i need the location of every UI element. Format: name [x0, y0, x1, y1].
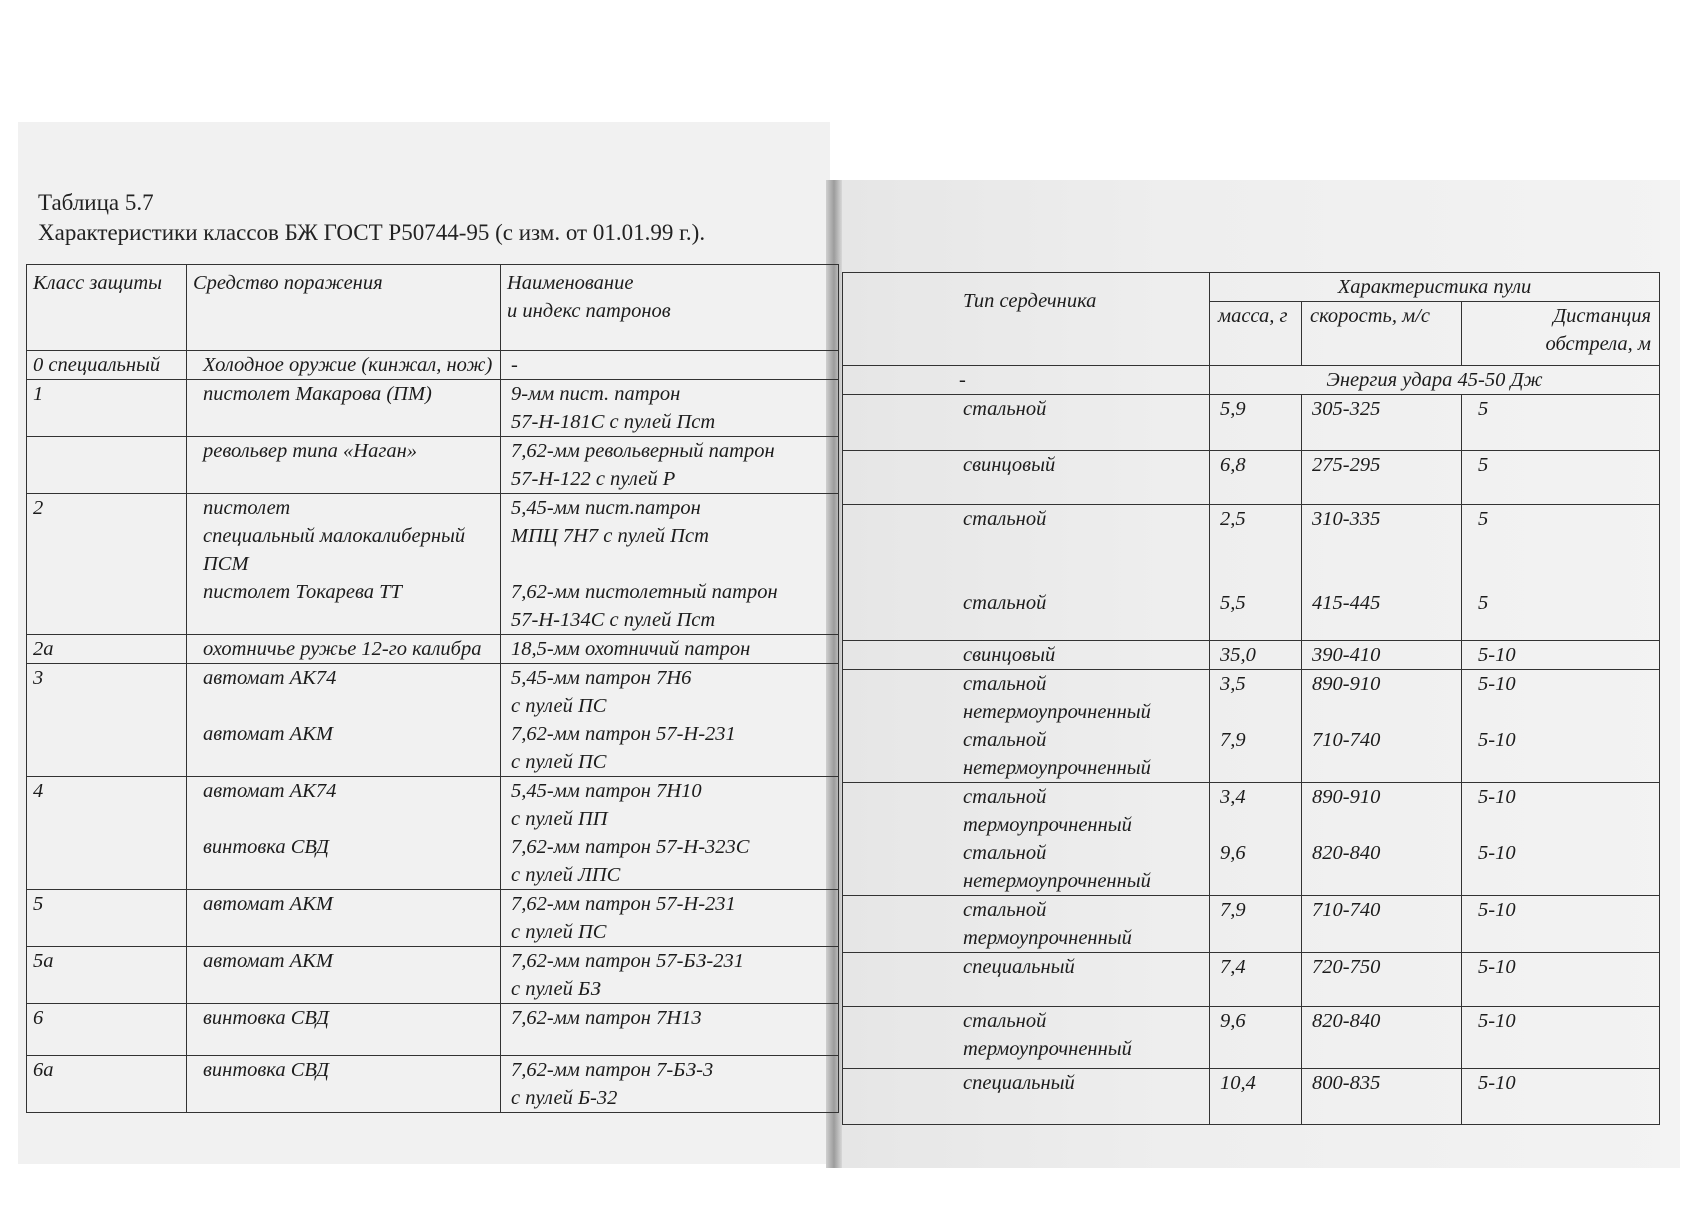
- speed-cell: [1302, 1007, 1462, 1069]
- speed-cell: [1302, 953, 1462, 1007]
- cell-line: нетермоупрочненный: [963, 757, 1151, 779]
- protection-class-table: [26, 264, 839, 1113]
- cell-line: [1220, 561, 1293, 589]
- distance-cell: [1462, 395, 1660, 451]
- cell-line: 710-740: [1312, 729, 1381, 751]
- cell-line: 3,4: [1220, 786, 1246, 808]
- cell-line: 820-840: [1312, 842, 1381, 864]
- class-cell: 2: [27, 494, 187, 635]
- cell-line: [1220, 533, 1293, 561]
- speed-cell: [1302, 896, 1462, 953]
- cell-line: стальной: [963, 673, 1047, 695]
- header-class: Класс защиты: [27, 265, 187, 351]
- core-type-cell: [843, 896, 1210, 953]
- speed-cell: [1302, 641, 1462, 670]
- distance-cell: [1462, 1007, 1660, 1069]
- cell-line: 5-10: [1478, 1010, 1516, 1032]
- distance-cell: [1462, 783, 1660, 896]
- distance-cell: [1462, 641, 1660, 670]
- cell-line: винтовка СВД: [203, 1059, 329, 1081]
- group-header-row: [843, 273, 1660, 302]
- cell-line: 820-840: [1312, 1010, 1381, 1032]
- cartridge-cell: [501, 890, 839, 947]
- cell-line: пистолет Токарева ТТ: [203, 581, 402, 603]
- cell-line: 6,8: [1220, 454, 1246, 476]
- core-type-cell: [843, 505, 1210, 641]
- mass-cell: [1210, 1007, 1302, 1069]
- core-type-cell: [843, 1069, 1210, 1125]
- class-cell: 4: [27, 777, 187, 890]
- table-row: [27, 947, 839, 1004]
- energy-value: Энергия удара 45-50 Дж: [1210, 366, 1660, 395]
- cell-line: 5: [1478, 592, 1489, 614]
- cell-line: пистолет: [203, 497, 291, 519]
- cell-line: 5,45-мм патрон 7Н10: [511, 780, 702, 802]
- weapon-cell: [187, 380, 501, 437]
- cell-line: 5,45-мм пист.патрон: [511, 497, 701, 519]
- mass-cell: [1210, 1069, 1302, 1125]
- cell-line: термоупрочненный: [963, 814, 1132, 836]
- mass-cell: [1210, 505, 1302, 641]
- header-bullet-characteristics: Характеристика пули: [1210, 273, 1660, 302]
- cell-line: [1312, 533, 1453, 561]
- cell-line: с пулей Б-32: [511, 1087, 618, 1109]
- cell-line: 275-295: [1312, 454, 1381, 476]
- cell-line: 7,62-мм револьверный патрон: [511, 440, 775, 462]
- cell-line: нетермоупрочненный: [963, 870, 1151, 892]
- weapon-cell: [187, 437, 501, 494]
- table-row: [843, 641, 1660, 670]
- cartridge-cell: [501, 664, 839, 777]
- mass-cell: [1210, 395, 1302, 451]
- table-row: [27, 635, 839, 664]
- table-row: [843, 783, 1660, 896]
- speed-cell: [1302, 670, 1462, 783]
- energy-row: [843, 366, 1660, 395]
- distance-cell: [1462, 670, 1660, 783]
- cell-line: 7,62-мм патрон 7Н13: [511, 1007, 702, 1029]
- table-header-row: [27, 265, 839, 351]
- cell-line: стальной: [963, 899, 1047, 921]
- weapon-cell: [187, 1004, 501, 1056]
- cell-line: автомат АК74: [203, 667, 337, 689]
- cell-line: охотничье ружье 12-го калибра: [203, 638, 482, 660]
- header-cartridge: Наименование и индекс патронов: [501, 265, 839, 351]
- distance-cell: [1462, 451, 1660, 505]
- cell-line: 390-410: [1312, 644, 1381, 666]
- cell-line: 5-10: [1478, 673, 1516, 695]
- cell-line: 5-10: [1478, 842, 1516, 864]
- cell-line: винтовка СВД: [203, 836, 329, 858]
- cell-line: с пулей ЛПС: [511, 864, 621, 886]
- cartridge-cell: [501, 380, 839, 437]
- cell-line: винтовка СВД: [203, 1007, 329, 1029]
- table-row: [27, 380, 839, 437]
- cell-line: [1312, 811, 1453, 839]
- header-distance: Дистанция обстрела, м: [1462, 302, 1660, 366]
- cell-line: 57-Н-181С с пулей Пст: [511, 411, 716, 433]
- weapon-cell: [187, 777, 501, 890]
- cell-line: стальной: [963, 398, 1047, 420]
- table-row: [843, 1069, 1660, 1125]
- table-row: [27, 494, 839, 635]
- cell-line: [1478, 811, 1651, 839]
- cell-line: автомат АКМ: [203, 950, 333, 972]
- cell-line: [1220, 698, 1293, 726]
- weapon-cell: [187, 635, 501, 664]
- cell-line: [963, 533, 1201, 561]
- cell-line: 35,0: [1220, 644, 1256, 666]
- cell-line: [1312, 698, 1453, 726]
- table-row: [843, 505, 1660, 641]
- distance-cell: [1462, 1069, 1660, 1125]
- mass-cell: [1210, 896, 1302, 953]
- speed-cell: [1302, 451, 1462, 505]
- cell-line: автомат АКМ: [203, 893, 333, 915]
- table-row: [843, 451, 1660, 505]
- class-cell: 2а: [27, 635, 187, 664]
- class-cell: 3: [27, 664, 187, 777]
- table-row: [843, 1007, 1660, 1069]
- table-row: [27, 664, 839, 777]
- mass-cell: [1210, 670, 1302, 783]
- core-type-cell: [843, 953, 1210, 1007]
- cell-line: [1312, 561, 1453, 589]
- cell-line: 5-10: [1478, 956, 1516, 978]
- core-type-cell: [843, 1007, 1210, 1069]
- cell-line: [203, 805, 494, 833]
- cell-line: свинцовый: [963, 644, 1056, 666]
- cell-line: специальный малокалиберный: [203, 525, 466, 547]
- table-row: [27, 1004, 839, 1056]
- cartridge-cell: [501, 437, 839, 494]
- class-cell: 1: [27, 380, 187, 437]
- cell-line: [1478, 561, 1651, 589]
- cell-line: 9,6: [1220, 1010, 1246, 1032]
- cell-line: [1220, 811, 1293, 839]
- table-row: [843, 670, 1660, 783]
- cell-line: 5,45-мм патрон 7Н6: [511, 667, 692, 689]
- cell-line: 18,5-мм охотничий патрон: [511, 638, 751, 660]
- cell-line: 710-740: [1312, 899, 1381, 921]
- core-type-cell: [843, 783, 1210, 896]
- header-mass: масса, г: [1210, 302, 1302, 366]
- core-type-cell: [843, 670, 1210, 783]
- cartridge-cell: [501, 1056, 839, 1113]
- header-speed: скорость, м/с: [1302, 302, 1462, 366]
- cell-line: термоупрочненный: [963, 927, 1132, 949]
- cell-line: 5-10: [1478, 644, 1516, 666]
- weapon-cell: [187, 890, 501, 947]
- cell-line: [1478, 533, 1651, 561]
- cell-line: специальный: [963, 956, 1075, 978]
- cell-line: с пулей ПС: [511, 921, 607, 943]
- cell-line: 7,4: [1220, 956, 1246, 978]
- cell-line: 7,62-мм пистолетный патрон: [511, 581, 778, 603]
- header-core-type: Тип сердечника: [843, 273, 1210, 366]
- table-row: [27, 890, 839, 947]
- core-type-cell: [843, 641, 1210, 670]
- cell-line: 2,5: [1220, 508, 1246, 530]
- cell-line: автомат АК74: [203, 780, 337, 802]
- speed-cell: [1302, 1069, 1462, 1125]
- weapon-cell: [187, 494, 501, 635]
- class-cell: 5: [27, 890, 187, 947]
- cell-line: 890-910: [1312, 786, 1381, 808]
- cartridge-cell: [501, 494, 839, 635]
- weapon-cell: [187, 664, 501, 777]
- distance-cell: [1462, 505, 1660, 641]
- cell-line: 5,5: [1220, 592, 1246, 614]
- cell-line: стальной: [963, 786, 1047, 808]
- cell-line: [203, 692, 494, 720]
- cell-line: револьвер типа «Наган»: [203, 440, 418, 462]
- speed-cell: [1302, 395, 1462, 451]
- cell-line: 5: [1478, 398, 1489, 420]
- core-type-cell: [843, 451, 1210, 505]
- class-cell: 6а: [27, 1056, 187, 1113]
- speed-cell: [1302, 505, 1462, 641]
- cell-line: 5-10: [1478, 899, 1516, 921]
- cell-line: автомат АКМ: [203, 723, 333, 745]
- cell-line: 5,9: [1220, 398, 1246, 420]
- cell-line: с пулей ПП: [511, 808, 608, 830]
- class-cell: [27, 437, 187, 494]
- cell-line: 9,6: [1220, 842, 1246, 864]
- cell-line: -: [511, 354, 518, 376]
- cell-line: стальной: [963, 592, 1047, 614]
- cell-line: термоупрочненный: [963, 1038, 1132, 1060]
- mass-cell: [1210, 953, 1302, 1007]
- cell-line: 720-750: [1312, 956, 1381, 978]
- table-row: [843, 953, 1660, 1007]
- table-number: Таблица 5.7: [38, 190, 154, 215]
- header-weapon: Средство поражения: [187, 265, 501, 351]
- class-cell: 0 специальный: [27, 351, 187, 380]
- cell-line: стальной: [963, 1010, 1047, 1032]
- mass-cell: [1210, 783, 1302, 896]
- cell-line: 5-10: [1478, 786, 1516, 808]
- cell-line: 3,5: [1220, 673, 1246, 695]
- cell-line: 7,62-мм патрон 57-БЗ-231: [511, 950, 744, 972]
- table-title: Характеристики классов БЖ ГОСТ Р50744-95 (с изм. от 01.01.99 г.).: [38, 220, 706, 245]
- table-row: [843, 395, 1660, 451]
- table-row: [843, 896, 1660, 953]
- cell-line: 890-910: [1312, 673, 1381, 695]
- bullet-characteristics-table: [842, 272, 1660, 1125]
- cartridge-cell: [501, 947, 839, 1004]
- cell-line: стальной: [963, 508, 1047, 530]
- cell-line: [511, 550, 832, 578]
- cell-line: Холодное оружие (кинжал, нож): [203, 354, 493, 376]
- cell-line: 5-10: [1478, 1072, 1516, 1094]
- cell-line: 10,4: [1220, 1072, 1256, 1094]
- cell-line: 7,62-мм патрон 7-БЗ-3: [511, 1059, 714, 1081]
- distance-cell: [1462, 953, 1660, 1007]
- mass-cell: [1210, 451, 1302, 505]
- cell-line: стальной: [963, 842, 1047, 864]
- cartridge-cell: [501, 635, 839, 664]
- cell-line: [963, 561, 1201, 589]
- weapon-cell: [187, 1056, 501, 1113]
- cell-line: стальной: [963, 729, 1047, 751]
- weapon-cell: [187, 947, 501, 1004]
- cell-line: МПЦ 7Н7 с пулей Пст: [511, 525, 709, 547]
- class-cell: 6: [27, 1004, 187, 1056]
- cell-line: ПСМ: [203, 553, 249, 575]
- cell-line: с пулей ПС: [511, 695, 607, 717]
- cell-line: 5: [1478, 454, 1489, 476]
- core-type-cell: [843, 395, 1210, 451]
- cell-line: 305-325: [1312, 398, 1381, 420]
- weapon-cell: [187, 351, 501, 380]
- table-row: [27, 1056, 839, 1113]
- cell-line: [1478, 698, 1651, 726]
- cell-line: 57-Н-122 с пулей Р: [511, 468, 676, 490]
- cell-line: 7,62-мм патрон 57-Н-231: [511, 723, 736, 745]
- energy-core: -: [843, 366, 1210, 395]
- table-row: [27, 437, 839, 494]
- cell-line: с пулей БЗ: [511, 978, 601, 1000]
- cell-line: 7,9: [1220, 899, 1246, 921]
- cell-line: 5-10: [1478, 729, 1516, 751]
- cell-line: 9-мм пист. патрон: [511, 383, 681, 405]
- table-row: [27, 351, 839, 380]
- cell-line: 800-835: [1312, 1072, 1381, 1094]
- cell-line: 7,62-мм патрон 57-Н-231: [511, 893, 736, 915]
- cell-line: свинцовый: [963, 454, 1056, 476]
- mass-cell: [1210, 641, 1302, 670]
- cell-line: 57-Н-134С с пулей Пст: [511, 609, 716, 631]
- cell-line: нетермоупрочненный: [963, 701, 1151, 723]
- cell-line: специальный: [963, 1072, 1075, 1094]
- table-row: [27, 777, 839, 890]
- cell-line: 7,9: [1220, 729, 1246, 751]
- cell-line: 7,62-мм патрон 57-Н-323С: [511, 836, 750, 858]
- cell-line: 5: [1478, 508, 1489, 530]
- cartridge-cell: [501, 351, 839, 380]
- distance-cell: [1462, 896, 1660, 953]
- class-cell: 5а: [27, 947, 187, 1004]
- cell-line: 415-445: [1312, 592, 1381, 614]
- cell-line: 310-335: [1312, 508, 1381, 530]
- cell-line: с пулей ПС: [511, 751, 607, 773]
- cartridge-cell: [501, 1004, 839, 1056]
- cartridge-cell: [501, 777, 839, 890]
- cell-line: пистолет Макарова (ПМ): [203, 383, 432, 405]
- speed-cell: [1302, 783, 1462, 896]
